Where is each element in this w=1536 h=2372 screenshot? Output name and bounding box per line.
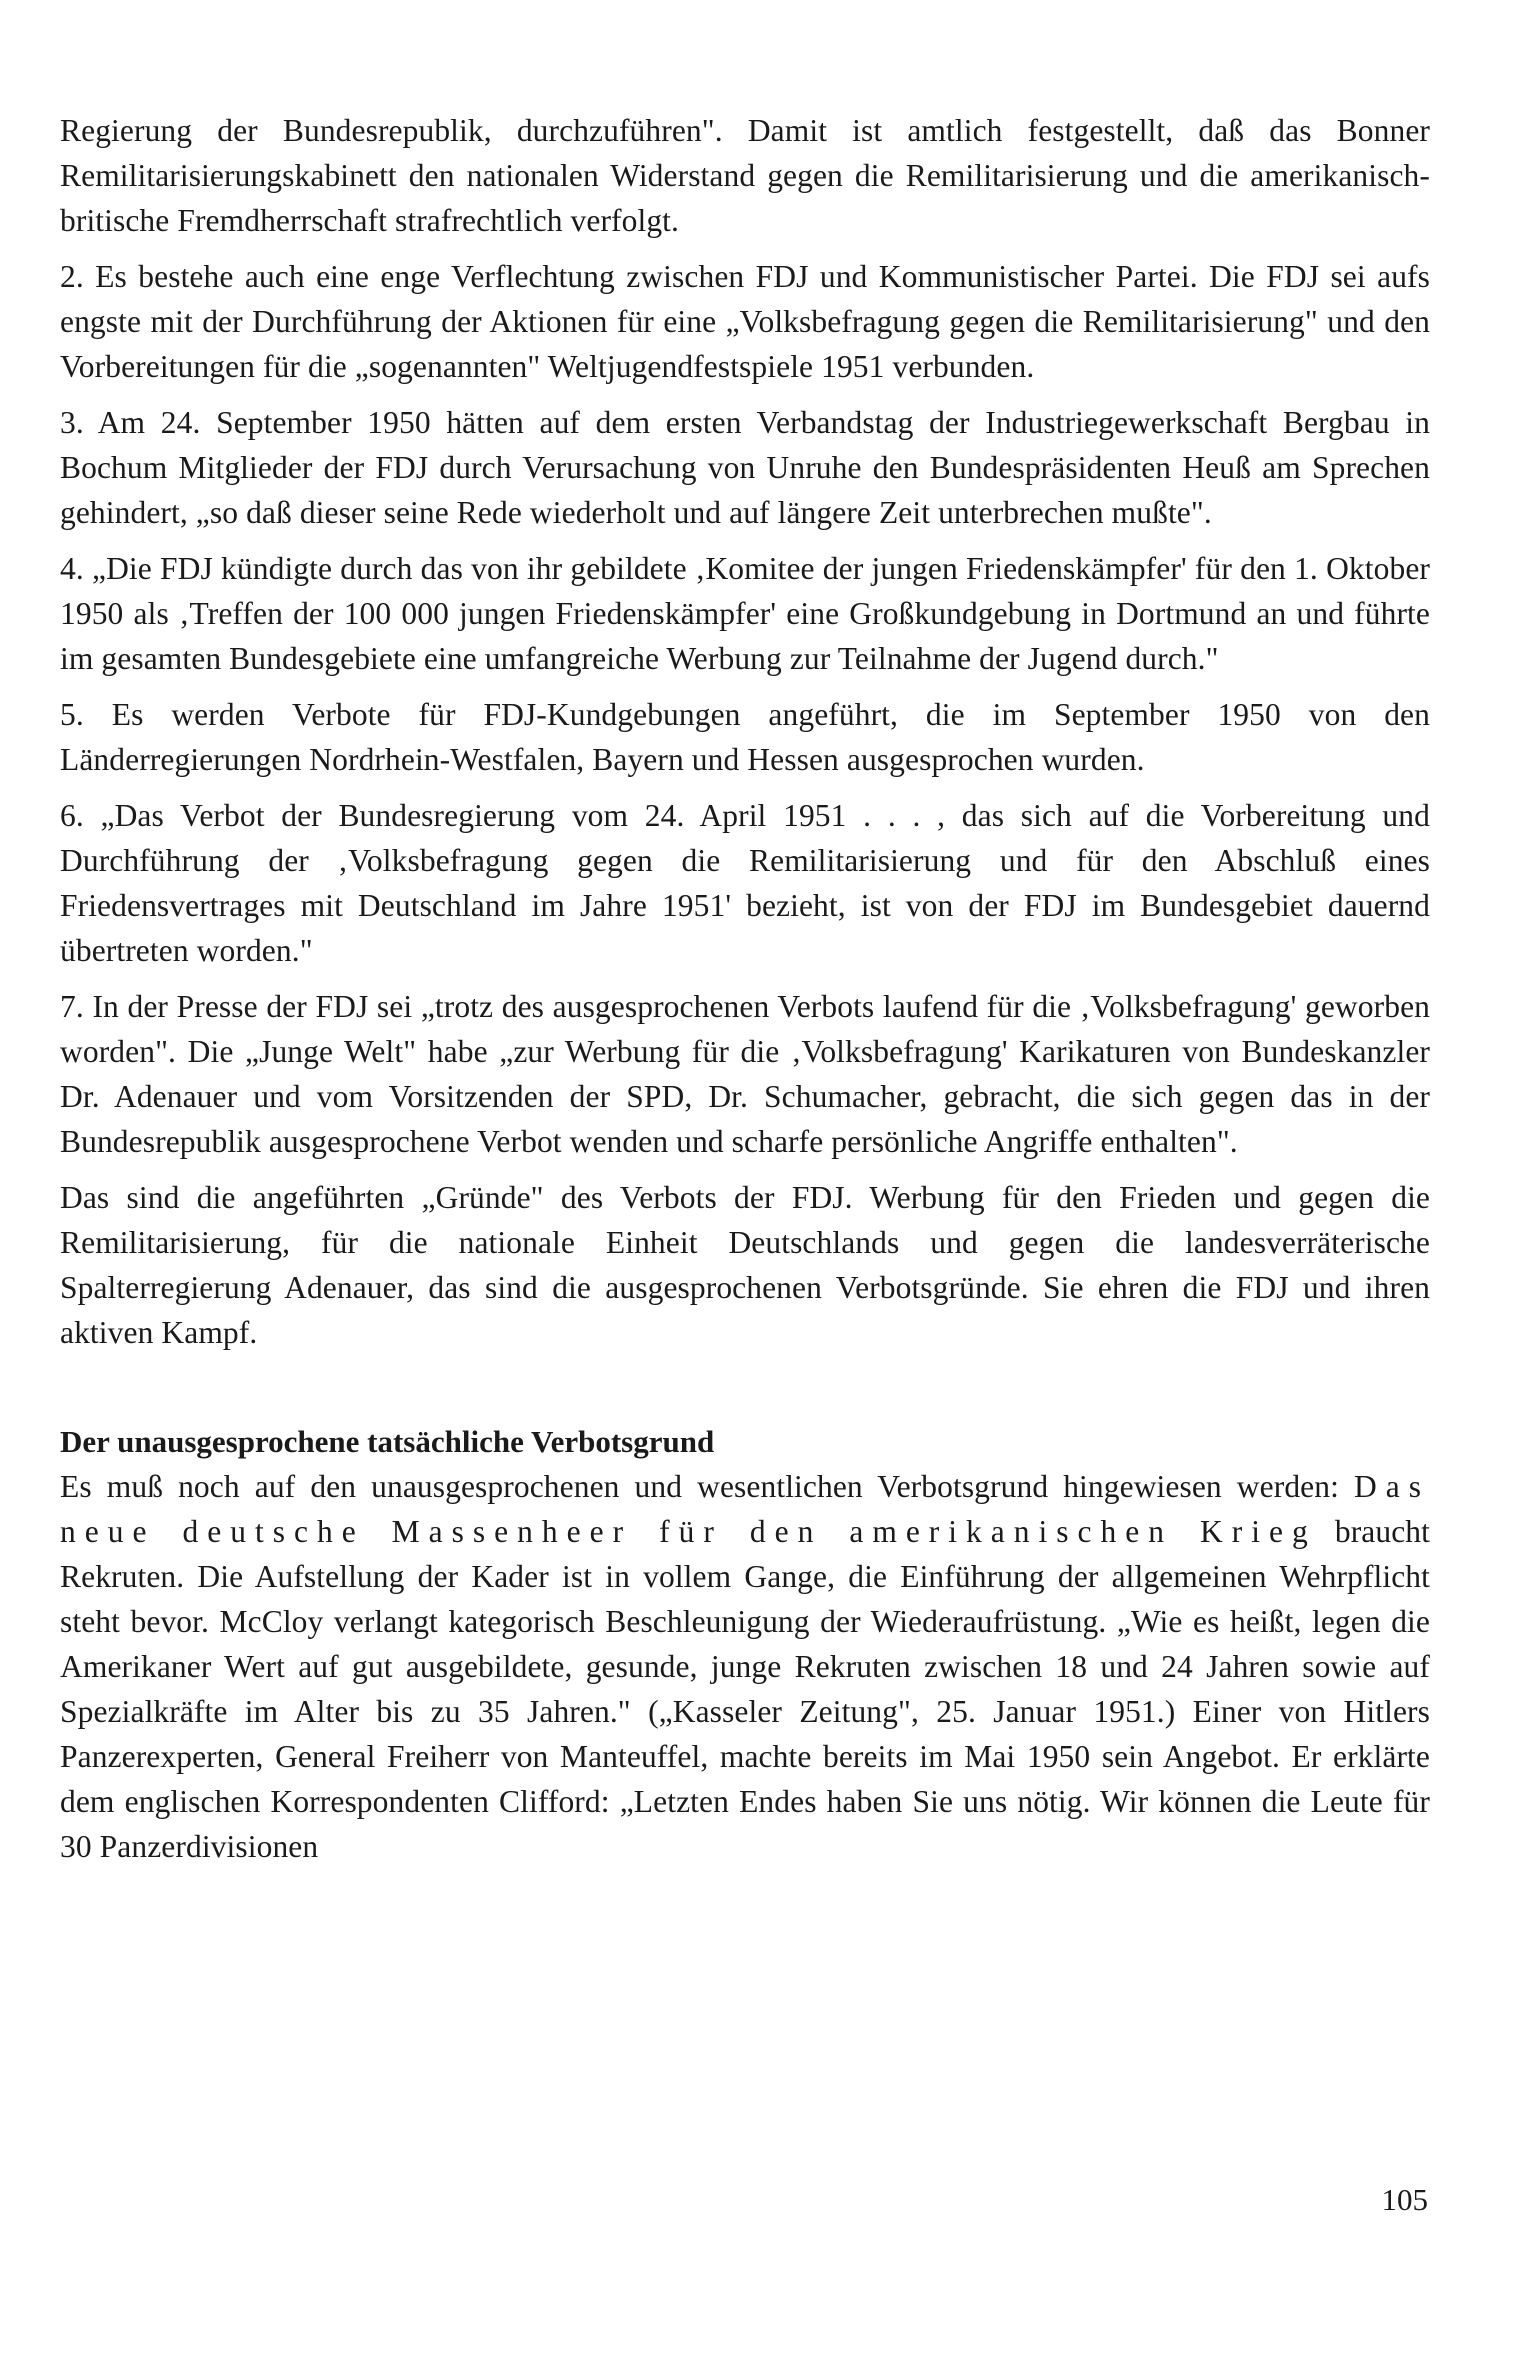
spaced-emphasis-text: Das neue deutsche Massenheer für den amerikanischen Krieg (60, 1469, 1430, 1549)
page-number: 105 (1381, 2182, 1428, 2217)
section-heading: Der unausgesprochene tatsächliche Verbotsgrund (60, 1424, 715, 1459)
paragraph-section-body (60, 1464, 1430, 1869)
paragraph-intro: Regierung der Bundesrepublik, durchzuführen". Damit ist amtlich festgestellt, daß das Bonner Remilitarisierungskabinett den nationalen Widerstand gegen die Remilitarisierung und die amerikanisch-britische Fremdherrschaft strafrechtlich verfolgt. (60, 113, 1430, 238)
paragraph-point-6: 6. „Das Verbot der Bundesregierung vom 24. April 1951 . . . , das sich auf die Vorbereitung und Durchführung der ‚Volksbefragung gegen die Remilitarisierung und für den Abschluß eines Friedensvertrages mit Deutschland im Jahre 1951' bezieht, ist von der FDJ im Bundesgebiet dauernd übertreten worden." (60, 798, 1430, 968)
paragraph-conclusion: Das sind die angeführten „Gründe" des Verbots der FDJ. Werbung für den Frieden und gegen die Remilitarisierung, für die nationale Einheit Deutschlands und gegen die landesverräterische Spalterregierung Adenauer, das sind die ausgesprochenen Verbotsgründe. Sie ehren die FDJ und ihren aktiven Kampf. (60, 1180, 1430, 1350)
section-body-text: braucht Rekruten. Die Aufstellung der Kader ist in vollem Gange, die Einführung der allgemeinen Wehrpflicht steht bevor. McCloy verlangt kategorisch Beschleunigung der Wiederaufrüstung. „Wie es heißt, legen die Amerikaner Wert auf gut ausgebildete, gesunde, junge Rekruten zwischen 18 und 24 Jahren sowie auf Spezialkräfte im Alter bis zu 35 Jahren." („Kasseler Zeitung", 25. Januar 1951.) Einer von Hitlers Panzerexperten, General Freiherr von Manteuffel, machte bereits im Mai 1950 sein Angebot. Er erklärte dem englischen Korrespondenten Clifford: „Letzten Endes haben Sie uns nötig. Wir können die Leute für 30 Panzerdivisionen (60, 1514, 1430, 1864)
paragraph-point-3: 3. Am 24. September 1950 hätten auf dem ersten Verbandstag der Industriegewerkschaft Bergbau in Bochum Mitglieder der FDJ durch Verursachung von Unruhe den Bundespräsidenten Heuß am Sprechen gehindert, „so daß dieser seine Rede wiederholt und auf längere Zeit unterbrechen mußte". (60, 405, 1430, 530)
section-intro-text: Es muß noch auf den unausgesprochenen und wesentlichen Verbotsgrund hingewiesen werden: (60, 1469, 1354, 1504)
paragraph-point-7: 7. In der Presse der FDJ sei „trotz des ausgesprochenen Verbots laufend für die ‚Volksbefragung' geworben worden". Die „Junge Welt" habe „zur Werbung für die ‚Volksbefragung' Karikaturen von Bundeskanzler Dr. Adenauer und vom Vorsitzenden der SPD, Dr. Schumacher, gebracht, die sich gegen das in der Bundesrepublik ausgesprochene Verbot wenden und scharfe persönliche Angriffe enthalten". (60, 989, 1430, 1159)
paragraph-point-4: 4. „Die FDJ kündigte durch das von ihr gebildete ‚Komitee der jungen Friedenskämpfer' für den 1. Oktober 1950 als ‚Treffen der 100 000 jungen Friedenskämpfer' eine Großkundgebung in Dortmund an und führte im gesamten Bundesgebiete eine umfangreiche Werbung zur Teilnahme der Jugend durch." (60, 551, 1430, 676)
page-body (60, 108, 1430, 1869)
paragraph-point-2: 2. Es bestehe auch eine enge Verflechtung zwischen FDJ und Kommunistischer Partei. Die FDJ sei aufs engste mit der Durchführung der Aktionen für eine „Volksbefragung gegen die Remilitarisierung" und den Vorbereitungen für die „sogenannten" Weltjugendfestspiele 1951 verbunden. (60, 259, 1430, 384)
paragraph-point-5: 5. Es werden Verbote für FDJ-Kundgebungen angeführt, die im September 1950 von den Länderregierungen Nordrhein-Westfalen, Bayern und Hessen ausgesprochen wurden. (60, 697, 1430, 777)
